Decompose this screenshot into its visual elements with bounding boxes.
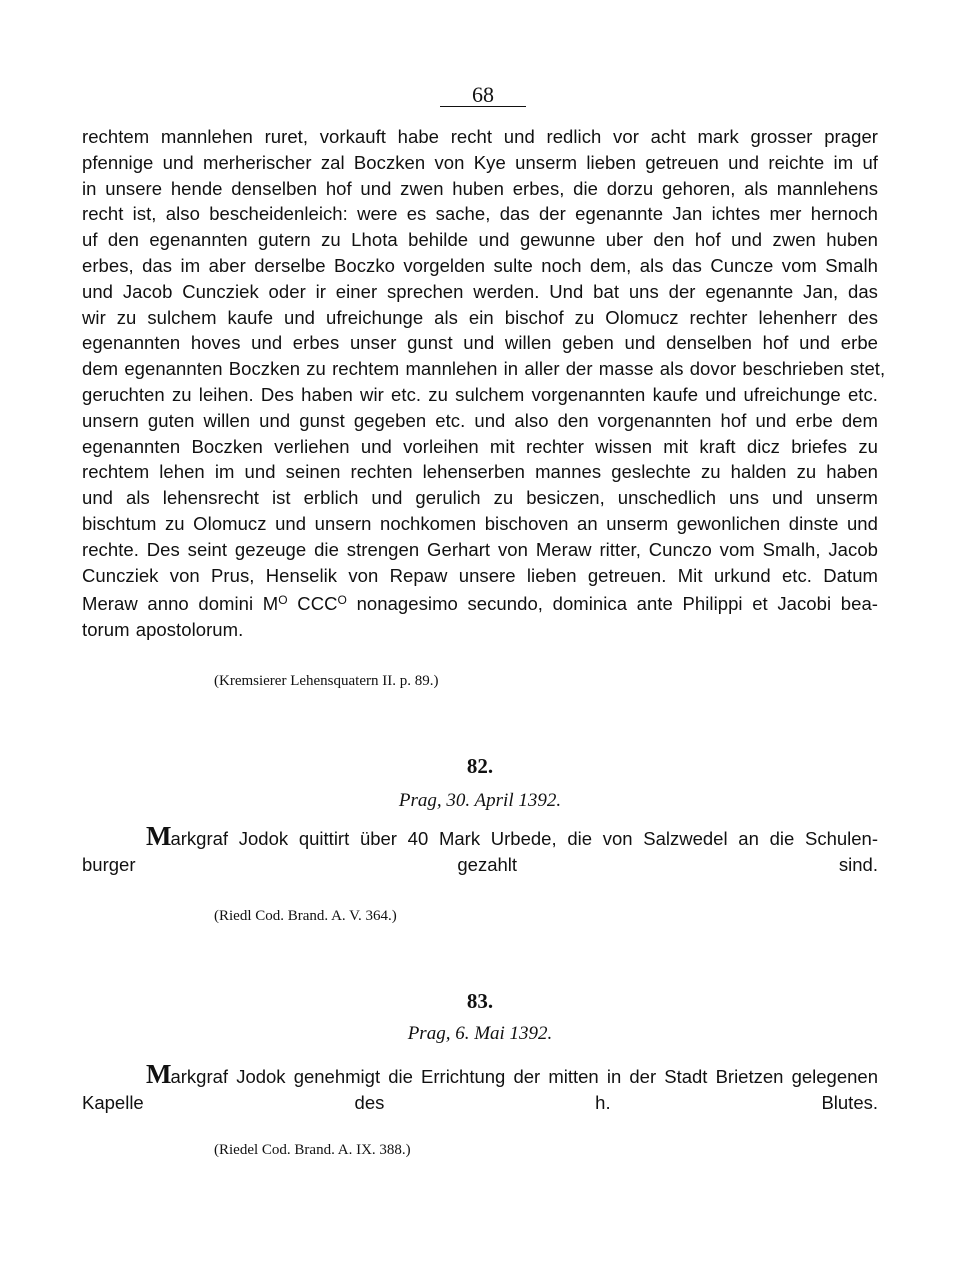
text-line: bischtum zu Olomucz und unsern nochkomen bischoven an unserm gewonlichen dinste und [82,512,878,534]
text-line: recht ist, also bescheidenleich: were es sache, das der egenannte Jan ichtes mer hernoch [82,203,878,225]
page-number: 68 [472,82,494,107]
superscript: O [278,593,288,608]
text-line: in unsere hende denselben hof und zwen huben erbes, die dorzu gehoren, als mannlehens [82,177,878,199]
text-line: Cuncziek von Prus, Henselik von Repaw unsere lieben getreuen. Mit urkund etc. Datum [82,564,878,586]
document-date: Prag, 6. Mai 1392. [407,1023,553,1044]
text-line: burger gezahlt sind. [82,853,878,875]
text-line: und als lehensrecht ist erblich und gerulich zu besiczen, unschedlich uns und unserm [82,487,878,509]
text-line [82,1059,878,1090]
source-citation: (Riedl Cod. Brand. A. V. 364.) [214,908,397,924]
text-line: und Jacob Cuncziek oder ir einer sprechen werden. Und bat uns der egenannte Jan, das [82,280,878,302]
main-document-text [82,124,886,643]
initial-letter: M [146,1059,171,1089]
text-line [82,821,878,852]
initial-letter: M [146,821,171,851]
superscript: O [337,593,347,608]
text-fragment: arkgraf Jodok quittirt über 40 Mark Urbede, die von Salzwedel an die Schulen- [170,828,878,849]
text-line: dem egenannten Boczken zu rechtem mannlehen in aller der masse als dovor beschrieben stet, [82,358,886,380]
document-number: 83. [466,989,494,1013]
text-fragment: nonagesimo secundo, dominica ante Philippi et Jacobi bea- [346,593,878,615]
text-line: rechte. Des seint gezeuge die strengen Gerhart von Meraw ritter, Cunczo vom Smalh, Jacob [82,538,878,560]
text-line: unsern guten willen und gunst gegeben etc. und also den vorgenannten hof und erbe dem [82,409,878,431]
text-line: wir zu sulchem kaufe und ufreichunge als ein bischof zu Olomucz rechter lehenherr des [82,306,878,328]
text-line: uf den egenannten gutern zu Lhota behilde und gewunne uber den hof und zwen huben [82,229,878,251]
text-line: geruchten zu leihen. Des haben wir etc. zu sulchem vorgenannten kaufe und ufreichunge etc. [82,383,878,405]
document-number: 82. [466,754,494,778]
document-regest [82,1059,878,1116]
page-number-rule [440,106,526,107]
text-fragment: arkgraf Jodok genehmigt die Errichtung der mitten in der Stadt Brietzen gelegenen [170,1066,878,1087]
source-citation: (Kremsierer Lehensquatern II. p. 89.) [214,673,439,689]
text-line: torum apostolorum. [82,619,244,641]
document-regest [82,821,878,878]
text-line: Kapelle des h. Blutes. [82,1091,878,1113]
text-line: egenannten Boczken verliehen und vorleihen mit rechter wissen mit kraft dicz briefes zu [82,435,878,457]
source-citation: (Riedel Cod. Brand. A. IX. 388.) [214,1142,411,1158]
text-line: erbes, das im aber derselbe Boczko vorgelden sulte noch dem, als das Cuncze vom Smalh [82,254,878,276]
text-line: rechtem mannlehen ruret, vorkauft habe recht und redlich vor acht mark grosser prager [82,126,878,147]
text-line [82,588,878,617]
text-line: egenannten hoves und erbes unser gunst und willen geben und denselben hof und erbe [82,332,878,354]
text-line: pfennige und merherischer zal Boczken von Kye unserm lieben getreuen und reichte im uf [82,151,878,173]
text-line: rechtem lehen im und seinen rechten lehenserben mannes geslechte zu halden zu haben [82,461,878,483]
document-date: Prag, 30. April 1392. [398,790,562,811]
text-fragment: Meraw anno domini M [82,593,279,615]
text-fragment: CCC [287,593,338,615]
